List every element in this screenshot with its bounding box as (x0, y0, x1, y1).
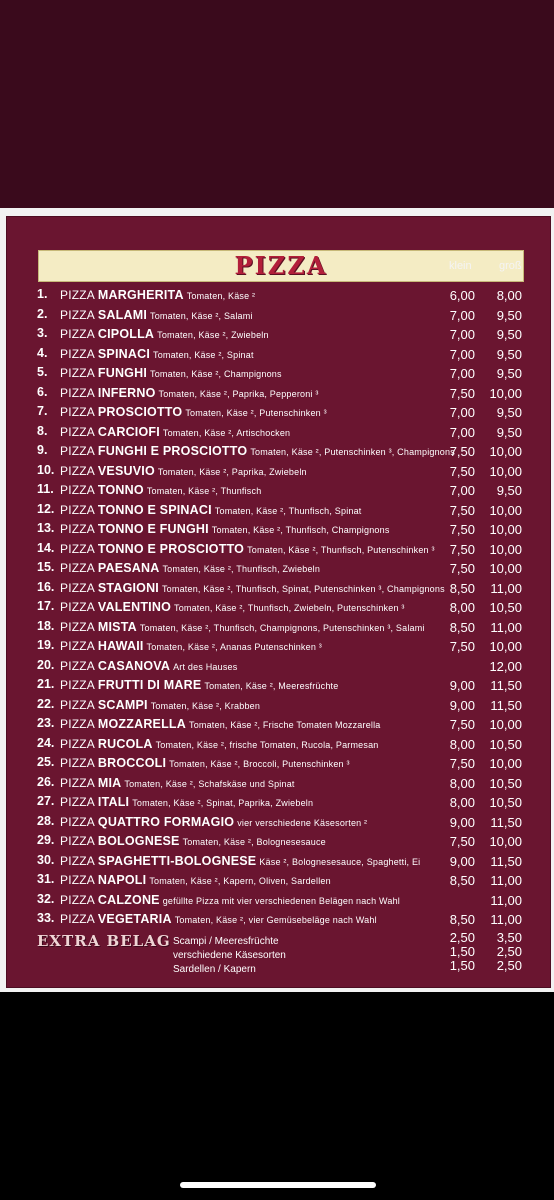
price-small: 8,00 (449, 795, 475, 810)
item-prefix: PIZZA (60, 717, 95, 731)
extra-price-small: 1,50 (449, 958, 475, 973)
item-name: STAGIONI (97, 580, 159, 595)
item-ingredients: Tomaten, Käse ², Spinat, Paprika, Zwiebeln (132, 798, 314, 808)
item-ingredients: Tomaten, Käse ², Thunfisch (146, 486, 262, 496)
item-name: CARCIOFI (97, 424, 160, 439)
item-number: 7. (37, 404, 48, 418)
item-ingredients: Tomaten, Käse ², Putenschinken ³ (185, 408, 327, 418)
item-label (60, 483, 261, 497)
item-number: 21. (37, 677, 55, 691)
item-ingredients: Tomaten, Käse ², Schafskäse und Spinat (124, 778, 295, 789)
price-small: 7,50 (449, 444, 475, 459)
item-prefix: PIZZA (60, 795, 95, 809)
item-number: 18. (37, 618, 55, 633)
price-large: 10,50 (489, 736, 522, 752)
item-number: 33. (37, 911, 55, 925)
price-large: 11,00 (490, 873, 522, 888)
item-ingredients: Käse ², Bolognesesauce, Spaghetti, Ei (259, 856, 421, 867)
item-ingredients: Tomaten, Käse ², Ananas Putenschinken ³ (146, 642, 322, 652)
item-label (60, 717, 381, 731)
item-label (60, 854, 420, 868)
item-number: 9. (37, 443, 48, 457)
price-large: 10,00 (489, 463, 522, 479)
home-indicator[interactable] (180, 1182, 376, 1188)
item-ingredients: Tomaten, Käse ², vier Gemüsebeläge nach Wahl (174, 915, 377, 925)
item-name: MARGHERITA (97, 288, 184, 302)
item-label (60, 600, 405, 614)
item-prefix: PIZZA (60, 288, 95, 302)
price-small: 8,50 (449, 873, 475, 888)
price-small: 7,00 (449, 366, 475, 381)
price-small: 7,50 (449, 502, 475, 518)
menu-item (6, 715, 551, 735)
item-prefix: PIZZA (60, 463, 95, 478)
item-ingredients: Tomaten, Käse ², Thunfisch, Champignons (211, 525, 390, 535)
item-name: PROSCIOTTO (97, 405, 183, 419)
item-name: PAESANA (97, 561, 160, 575)
price-large: 10,00 (489, 541, 522, 557)
price-small: 6,00 (449, 288, 475, 303)
menu-item (6, 813, 551, 833)
item-number: 16. (37, 579, 55, 594)
price-large: 9,50 (496, 366, 522, 381)
item-number: 28. (37, 813, 55, 828)
item-label (60, 327, 269, 341)
price-small: 7,00 (449, 307, 475, 323)
price-small: 7,50 (449, 639, 475, 654)
menu-item (6, 774, 551, 794)
item-label (60, 308, 253, 322)
item-number: 27. (37, 794, 55, 808)
menu-item (6, 442, 551, 462)
price-small: 7,50 (449, 463, 475, 479)
item-ingredients: Tomaten, Käse ², Thunfisch, Spinat, Putenschinken ³, Champignons (161, 583, 445, 594)
item-number: 2. (37, 306, 48, 321)
menu-item (6, 696, 551, 716)
extra-price-large: 3,50 (496, 930, 522, 945)
item-prefix: PIZZA (60, 775, 95, 790)
item-label (60, 912, 377, 926)
item-ingredients: vier verschiedene Käsesorten ² (237, 817, 368, 828)
item-number: 11. (37, 482, 54, 496)
pizza-menu-card (6, 216, 551, 988)
item-label (60, 620, 425, 634)
price-large: 11,50 (490, 814, 522, 830)
menu-item (6, 423, 551, 443)
item-number: 8. (37, 423, 48, 438)
menu-item (6, 364, 551, 384)
item-name: FRUTTI DI MARE (97, 678, 202, 692)
item-label (60, 366, 282, 380)
item-name: MISTA (97, 619, 137, 634)
item-prefix: PIZZA (60, 405, 95, 419)
menu-item (6, 735, 551, 755)
item-number: 31. (37, 872, 55, 886)
top-background (0, 0, 554, 208)
item-number: 5. (37, 365, 48, 379)
price-large: 11,00 (490, 580, 522, 596)
item-label (60, 639, 322, 653)
item-ingredients: Tomaten, Käse ², Paprika, Pepperoni ³ (158, 388, 319, 399)
menu-item (6, 871, 551, 891)
price-large: 10,50 (489, 600, 522, 615)
menu-item (6, 481, 551, 501)
menu-item (6, 384, 551, 404)
item-prefix: PIZZA (60, 600, 95, 614)
item-label (60, 698, 260, 712)
price-small: 9,00 (449, 697, 475, 713)
item-ingredients: Tomaten, Käse ², Paprika, Zwiebeln (157, 466, 307, 477)
item-number: 10. (37, 462, 55, 477)
price-large: 10,00 (489, 756, 522, 771)
price-small: 7,50 (449, 561, 475, 576)
item-prefix: PIZZA (60, 756, 95, 770)
item-label (60, 581, 445, 595)
price-small: 8,50 (449, 580, 475, 596)
menu-item (6, 501, 551, 521)
item-label (60, 678, 338, 692)
item-name: FUNGHI E PROSCIOTTO (97, 444, 248, 458)
price-small: 7,00 (449, 405, 475, 420)
item-prefix: PIZZA (60, 580, 95, 595)
item-ingredients: Tomaten, Käse ², Broccoli, Putenschinken ³ (169, 759, 350, 769)
item-prefix: PIZZA (60, 444, 95, 458)
item-prefix: PIZZA (60, 697, 95, 712)
item-number: 22. (37, 696, 55, 711)
price-small: 7,00 (449, 483, 475, 498)
menu-item (6, 462, 551, 482)
menu-item (6, 559, 551, 579)
item-ingredients: Art des Hauses (173, 661, 238, 672)
menu-item (6, 910, 551, 930)
column-header-large: groß (499, 260, 522, 272)
menu-item (6, 852, 551, 872)
extra-price-small: 2,50 (449, 930, 475, 945)
price-small: 8,50 (449, 912, 475, 927)
item-ingredients: Tomaten, Käse ², Putenschinken ³, Champignons (250, 447, 455, 457)
item-ingredients: Tomaten, Käse ², Artischocken (162, 427, 291, 438)
item-name: CIPOLLA (97, 327, 155, 341)
item-prefix: PIZZA (60, 502, 95, 517)
item-label (60, 425, 290, 439)
price-large: 10,00 (489, 834, 522, 849)
item-number: 25. (37, 755, 55, 769)
item-label (60, 737, 379, 751)
item-prefix: PIZZA (60, 853, 95, 868)
item-number: 12. (37, 501, 55, 516)
price-large: 10,00 (489, 717, 522, 732)
item-name: TONNO (97, 483, 144, 497)
item-name: SCAMPI (97, 697, 148, 712)
item-label (60, 464, 307, 478)
item-label (60, 288, 255, 302)
price-small: 7,00 (449, 327, 475, 342)
item-number: 3. (37, 326, 48, 340)
item-ingredients: Tomaten, Käse ², Krabben (150, 700, 261, 711)
menu-item (6, 598, 551, 618)
item-label (60, 405, 327, 419)
item-name: HAWAII (97, 639, 144, 653)
menu-item (6, 832, 551, 852)
item-name: INFERNO (97, 385, 156, 400)
item-name: VALENTINO (97, 600, 171, 614)
item-name: BROCCOLI (97, 756, 167, 770)
item-label (60, 503, 362, 517)
item-label (60, 756, 350, 770)
item-number: 30. (37, 852, 55, 867)
item-ingredients: Tomaten, Käse ², Zwiebeln (157, 330, 269, 340)
item-label (60, 444, 455, 458)
price-large: 9,50 (496, 307, 522, 323)
price-small: 8,00 (449, 736, 475, 752)
extra-toppings-title: EXTRA BELAG (37, 932, 171, 950)
item-number: 24. (37, 735, 55, 750)
extra-topping-name: verschiedene Käsesorten (173, 950, 286, 961)
item-prefix: PIZZA (60, 346, 95, 361)
item-prefix: PIZZA (60, 483, 95, 497)
menu-header (38, 250, 524, 282)
item-name: TONNO E FUNGHI (97, 522, 209, 536)
item-ingredients: Tomaten, Käse ², Salami (150, 310, 253, 321)
item-name: CASANOVA (97, 658, 171, 673)
price-large: 10,50 (489, 775, 522, 791)
item-prefix: PIZZA (60, 678, 95, 692)
item-ingredients: Tomaten, Käse ², Kapern, Oliven, Sardellen (149, 876, 331, 886)
item-ingredients: Tomaten, Käse ², Thunfisch, Champignons, Putenschinken ³, Salami (139, 622, 425, 633)
item-ingredients: Tomaten, Käse ², Spinat (153, 349, 254, 360)
item-number: 29. (37, 833, 55, 847)
item-number: 13. (37, 521, 55, 535)
item-prefix: PIZZA (60, 366, 95, 380)
menu-title: PIZZA (234, 251, 328, 280)
item-ingredients: Tomaten, Käse ², Bolognesesauce (182, 837, 326, 847)
item-prefix: PIZZA (60, 639, 95, 653)
menu-item (6, 403, 551, 423)
item-ingredients: Tomaten, Käse ², Thunfisch, Zwiebeln (162, 564, 321, 574)
price-large: 11,50 (490, 853, 522, 869)
item-number: 23. (37, 716, 55, 730)
price-small: 9,00 (449, 814, 475, 830)
item-label (60, 659, 237, 673)
item-name: NAPOLI (97, 873, 147, 887)
price-small: 7,50 (449, 522, 475, 537)
extra-topping-name: Sardellen / Kapern (173, 964, 256, 975)
item-ingredients: Tomaten, Käse ², Frische Tomaten Mozzarella (189, 720, 381, 730)
item-name: MOZZARELLA (97, 717, 186, 731)
item-number: 17. (37, 599, 55, 613)
item-prefix: PIZZA (60, 736, 95, 751)
price-large: 8,00 (496, 288, 522, 303)
price-large: 9,50 (496, 483, 522, 498)
menu-item (6, 891, 551, 911)
item-label (60, 386, 319, 400)
price-large: 10,00 (489, 639, 522, 654)
item-prefix: PIZZA (60, 619, 95, 634)
extra-price-large: 2,50 (496, 944, 522, 959)
item-ingredients: Tomaten, Käse ², Meeresfrüchte (204, 681, 339, 691)
extra-price-large: 2,50 (496, 958, 522, 973)
item-ingredients: Tomaten, Käse ², Champignons (150, 369, 282, 379)
item-name: ITALI (97, 795, 130, 809)
item-name: RUCOLA (97, 736, 153, 751)
item-name: BOLOGNESE (97, 834, 180, 848)
item-name: SPAGHETTI-BOLOGNESE (97, 853, 257, 868)
menu-item (6, 579, 551, 599)
item-label (60, 834, 326, 848)
menu-item (6, 306, 551, 326)
price-large: 9,50 (496, 424, 522, 440)
price-large: 10,00 (489, 522, 522, 537)
price-large: 10,00 (489, 502, 522, 518)
price-large: 11,50 (490, 697, 522, 713)
item-prefix: PIZZA (60, 385, 95, 400)
price-large: 11,00 (490, 912, 522, 927)
menu-item (6, 793, 551, 813)
item-ingredients: Tomaten, Käse ², Thunfisch, Spinat (214, 505, 362, 516)
item-number: 15. (37, 560, 55, 574)
price-large: 9,50 (496, 327, 522, 342)
price-small: 7,50 (449, 541, 475, 557)
menu-item (6, 637, 551, 657)
item-prefix: PIZZA (60, 834, 95, 848)
item-label (60, 893, 400, 907)
menu-item (6, 754, 551, 774)
item-number: 19. (37, 638, 55, 652)
item-name: SALAMI (97, 307, 148, 322)
column-header-small: klein (449, 260, 472, 272)
item-label (60, 815, 367, 829)
item-ingredients: Tomaten, Käse ², Thunfisch, Putenschinken ³ (247, 544, 435, 555)
item-label (60, 776, 295, 790)
item-name: VEGETARIA (97, 912, 172, 926)
item-number: 6. (37, 384, 48, 399)
price-large: 10,50 (489, 795, 522, 810)
menu-item (6, 657, 551, 677)
item-ingredients: Tomaten, Käse ², Thunfisch, Zwiebeln, Putenschinken ³ (174, 603, 405, 613)
item-prefix: PIZZA (60, 522, 95, 536)
item-prefix: PIZZA (60, 541, 95, 556)
price-large: 10,00 (489, 444, 522, 459)
item-prefix: PIZZA (60, 327, 95, 341)
item-ingredients: Tomaten, Käse ², frische Tomaten, Rucola, Parmesan (155, 739, 379, 750)
item-prefix: PIZZA (60, 307, 95, 322)
price-small: 7,50 (449, 385, 475, 401)
menu-item (6, 540, 551, 560)
item-prefix: PIZZA (60, 912, 95, 926)
price-large: 9,50 (496, 405, 522, 420)
price-large: 12,00 (489, 658, 522, 674)
price-small: 7,00 (449, 346, 475, 362)
menu-item (6, 676, 551, 696)
extra-price-small: 1,50 (449, 944, 475, 959)
item-label (60, 347, 254, 361)
menu-item (6, 325, 551, 345)
item-name: TONNO E SPINACI (97, 502, 212, 517)
item-number: 32. (37, 891, 55, 906)
item-number: 4. (37, 345, 48, 360)
item-name: SPINACI (97, 346, 150, 361)
item-label (60, 542, 435, 556)
price-small: 8,00 (449, 775, 475, 791)
item-name: FUNGHI (97, 366, 148, 380)
item-ingredients: Tomaten, Käse ² (186, 291, 256, 301)
price-small: 8,50 (449, 619, 475, 635)
item-prefix: PIZZA (60, 658, 95, 673)
item-number: 26. (37, 774, 55, 789)
menu-item (6, 286, 551, 306)
item-name: QUATTRO FORMAGIO (97, 814, 235, 829)
price-small: 9,00 (449, 678, 475, 693)
item-label (60, 561, 320, 575)
price-small: 7,50 (449, 756, 475, 771)
item-label (60, 522, 390, 536)
price-small: 7,50 (449, 717, 475, 732)
item-prefix: PIZZA (60, 424, 95, 439)
extra-toppings-section (6, 930, 551, 990)
item-number: 1. (37, 287, 48, 301)
item-label (60, 873, 331, 887)
price-large: 10,00 (489, 561, 522, 576)
item-prefix: PIZZA (60, 873, 95, 887)
item-name: MIA (97, 775, 122, 790)
extra-topping-name: Scampi / Meeresfrüchte (173, 936, 279, 947)
item-label (60, 795, 313, 809)
menu-item (6, 345, 551, 365)
price-large: 11,50 (490, 678, 522, 693)
price-small: 7,00 (449, 424, 475, 440)
item-number: 20. (37, 657, 55, 672)
item-name: TONNO E PROSCIOTTO (97, 541, 245, 556)
price-small: 8,00 (449, 600, 475, 615)
price-large: 11,00 (490, 892, 522, 908)
menu-item (6, 520, 551, 540)
price-large: 10,00 (489, 385, 522, 401)
price-small: 7,50 (449, 834, 475, 849)
item-number: 14. (37, 540, 55, 555)
item-prefix: PIZZA (60, 561, 95, 575)
item-prefix: PIZZA (60, 814, 95, 829)
item-name: CALZONE (97, 892, 160, 907)
item-ingredients: gefüllte Pizza mit vier verschiedenen Belägen nach Wahl (162, 895, 401, 906)
item-name: VESUVIO (97, 463, 155, 478)
menu-item (6, 618, 551, 638)
price-large: 9,50 (496, 346, 522, 362)
price-large: 11,00 (490, 619, 522, 635)
item-prefix: PIZZA (60, 892, 95, 907)
price-small: 9,00 (449, 853, 475, 869)
